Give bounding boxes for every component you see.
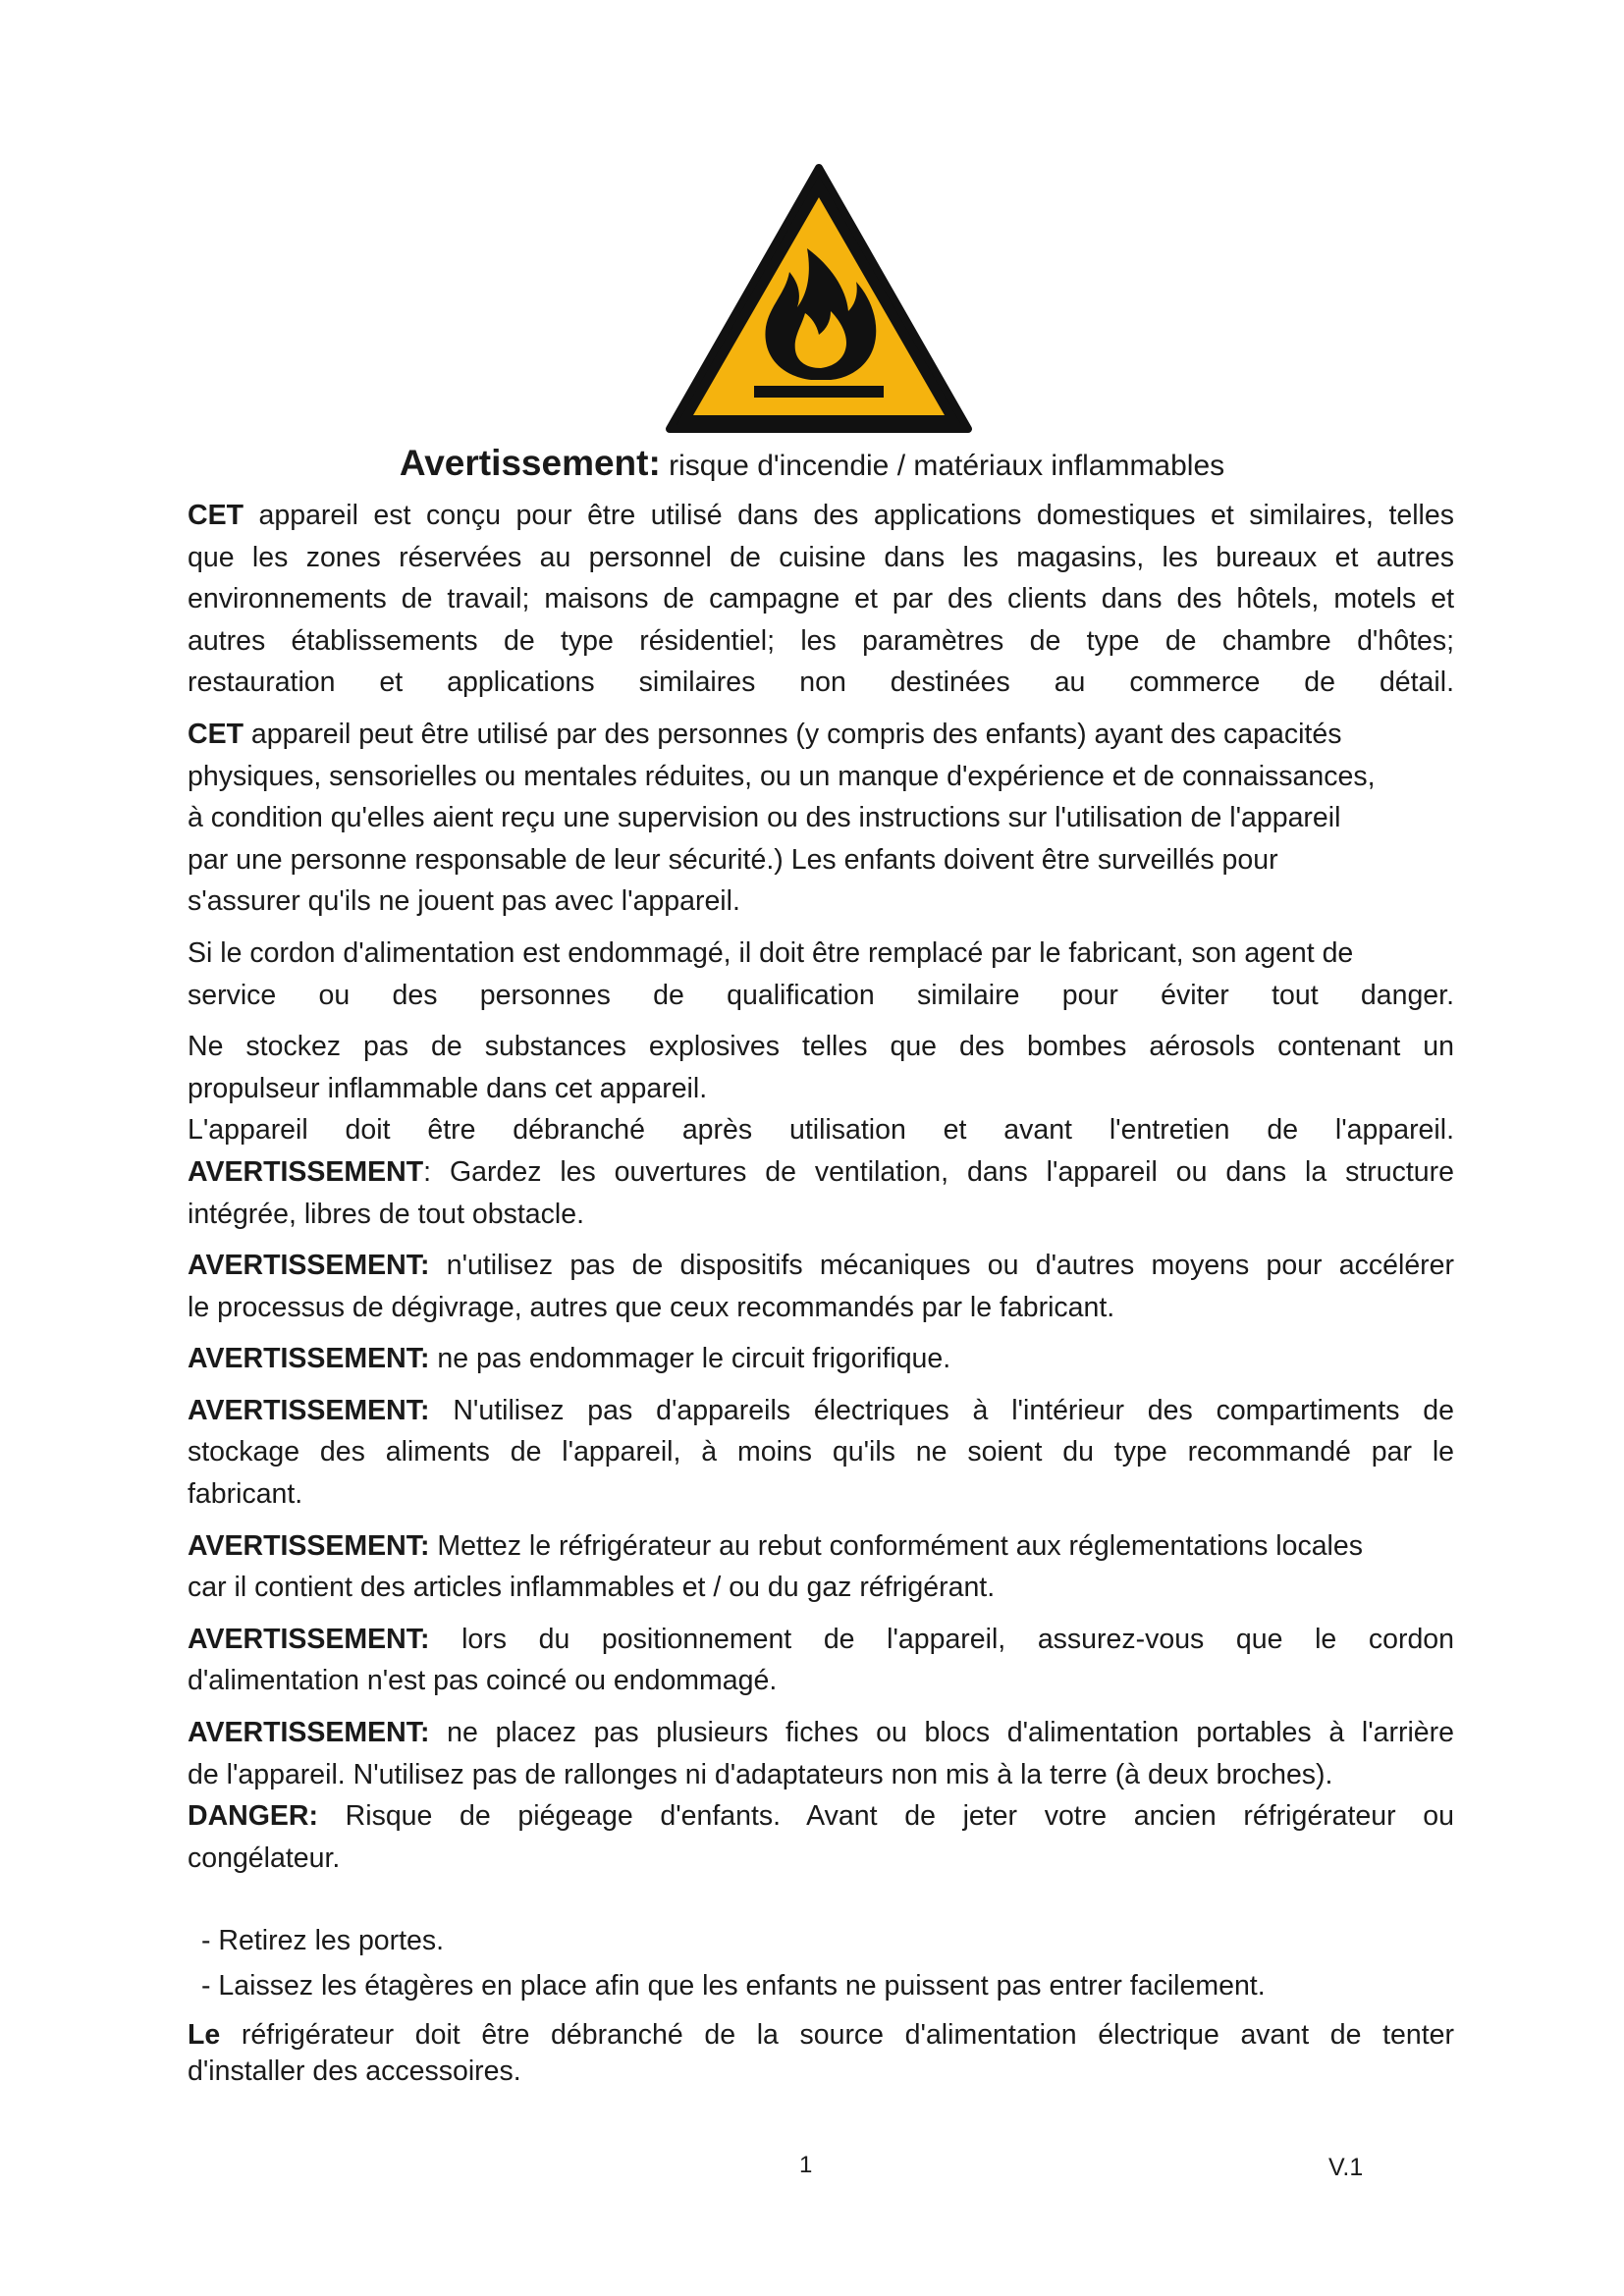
paragraph-warning-circuit — [188, 1338, 1454, 1380]
text-line: de l'appareil. N'utilisez pas de rallonges ni d'adaptateurs non mis à la terre (à deux broches). — [188, 1758, 1333, 1790]
text-line: d'alimentation n'est pas coincé ou endommagé. — [188, 1665, 778, 1697]
paragraph-warning-positioning — [188, 1619, 1454, 1702]
flammable-warning-icon — [664, 162, 974, 437]
flame-base-line — [754, 386, 884, 398]
text-line: CET appareil est conçu pour être utilisé dans des applications domestiques et similaires, telles — [188, 500, 1454, 531]
text-line: AVERTISSEMENT: ne placez pas plusieurs fiches ou blocs d'alimentation portables à l'arrière — [188, 1717, 1454, 1749]
title-text: risque d'incendie / matériaux inflammables — [660, 450, 1225, 482]
text-line: L'appareil doit être débranché après utilisation et avant l'entretien de l'appareil. — [188, 1114, 1454, 1147]
version-label: V.1 — [1328, 2154, 1364, 2181]
paragraph-warning-ventilation — [188, 1151, 1454, 1235]
page-title — [0, 442, 1624, 488]
paragraph-warning-electrical — [188, 1390, 1454, 1516]
text-line: AVERTISSEMENT: lors du positionnement de l'appareil, assurez-vous que le cordon — [188, 1623, 1454, 1655]
title-bold: Avertissement: — [399, 443, 661, 483]
text-line: service ou des personnes de qualification similaire pour éviter tout danger. — [188, 979, 1454, 1011]
text-line: Le réfrigérateur doit être débranché de la source d'alimentation électrique avant de tenter — [188, 2018, 1454, 2051]
text-line: Ne stockez pas de substances explosives telles que des bombes aérosols contenant un — [188, 1031, 1454, 1063]
paragraph-warning-sockets — [188, 1712, 1454, 1795]
text-line: intégrée, libres de tout obstacle. — [188, 1198, 584, 1230]
text-line: restauration et applications similaires non destinées au commerce de détail. — [188, 667, 1454, 699]
paragraph-warning-defrost — [188, 1245, 1454, 1328]
text-line: AVERTISSEMENT: n'utilisez pas de dispositifs mécaniques ou d'autres moyens pour accélérer — [188, 1250, 1454, 1282]
text-line: AVERTISSEMENT: N'utilisez pas d'appareils électriques à l'intérieur des compartiments de — [188, 1394, 1454, 1426]
text-line: car il contient des articles inflammables et / ou du gaz réfrigérant. — [188, 1572, 996, 1604]
paragraph-danger — [188, 1795, 1454, 1879]
text-line: stockage des aliments de l'appareil, à moins qu'ils ne soient du type recommandé par le — [188, 1436, 1454, 1468]
text-line: AVERTISSEMENT: Mettez le réfrigérateur au rebut conformément aux réglementations locales — [188, 1529, 1363, 1562]
paragraph-power-cord — [188, 933, 1454, 1016]
text-line: CET appareil peut être utilisé par des personnes (y compris des enfants) ayant des capacités — [188, 718, 1342, 750]
text-line: AVERTISSEMENT: ne pas endommager le circuit frigorifique. — [188, 1343, 951, 1375]
text-line: fabricant. — [188, 1478, 303, 1511]
text-line: DANGER: Risque de piégeage d'enfants. Avant de jeter votre ancien réfrigérateur ou — [188, 1800, 1454, 1833]
text-line: à condition qu'elles aient reçu une supervision ou des instructions sur l'utilisation de l'appareil — [188, 802, 1341, 834]
text-line: AVERTISSEMENT: Gardez les ouvertures de ventilation, dans l'appareil ou dans la structure — [188, 1155, 1454, 1188]
list-item: - Retirez les portes. — [201, 1925, 445, 1957]
text-line: congélateur. — [188, 1842, 341, 1874]
paragraph-accessories — [188, 2017, 1454, 2090]
text-line: propulseur inflammable dans cet appareil. — [188, 1072, 708, 1104]
text-line: que les zones réservées au personnel de cuisine dans les magasins, les bureaux et autres — [188, 541, 1454, 573]
document-body — [188, 495, 1454, 2090]
page-number: 1 — [799, 2152, 813, 2178]
text-line: Si le cordon d'alimentation est endommagé, il doit être remplacé par le fabricant, son agent de — [188, 936, 1354, 969]
text-line: autres établissements de type résidentiel; les paramètres de type de chambre d'hôtes; — [188, 624, 1454, 657]
paragraph-warning-disposal — [188, 1525, 1454, 1609]
paragraph-explosives — [188, 1026, 1454, 1151]
text-line: s'assurer qu'ils ne jouent pas avec l'appareil. — [188, 885, 740, 918]
instruction-list — [188, 1920, 1454, 2006]
paragraph-persons — [188, 714, 1454, 923]
text-line: le processus de dégivrage, autres que ceux recommandés par le fabricant. — [188, 1291, 1115, 1323]
paragraph-intended-use — [188, 495, 1454, 704]
list-item: - Laissez les étagères en place afin que les enfants ne puissent pas entrer facilement. — [201, 1970, 1266, 2002]
text-line: physiques, sensorielles ou mentales réduites, ou un manque d'expérience et de connaissances, — [188, 760, 1376, 792]
text-line: par une personne responsable de leur sécurité.) Les enfants doivent être surveillés pour — [188, 843, 1278, 876]
text-line: d'installer des accessoires. — [188, 2055, 521, 2087]
text-line: environnements de travail; maisons de campagne et par des clients dans des hôtels, motels et — [188, 583, 1454, 615]
